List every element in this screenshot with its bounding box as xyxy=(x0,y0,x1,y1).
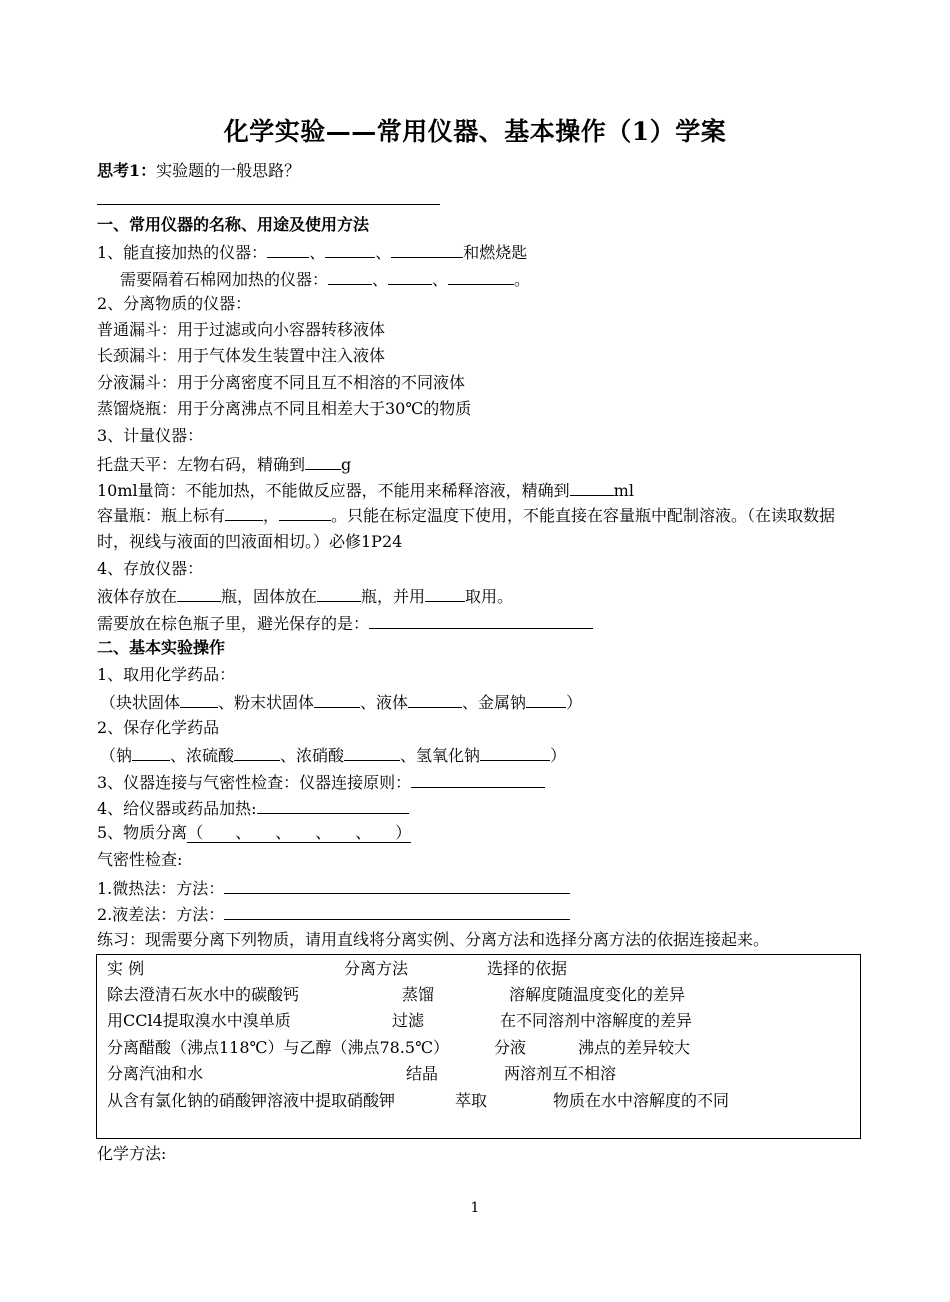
header-basis: 选择的依据 xyxy=(487,959,568,978)
storage-text: 取用。 xyxy=(465,587,514,606)
method-text: 2.液差法：方法： xyxy=(97,905,225,924)
think-question xyxy=(97,160,300,182)
blank xyxy=(177,584,221,602)
header-example: 实 例 xyxy=(107,959,145,978)
table-row-basis: 在不同溶剂中溶解度的差异 xyxy=(500,1011,693,1030)
blank xyxy=(225,503,263,521)
q4-text: 4、给仪器或药品加热: xyxy=(97,799,257,818)
q5-text: 5、物质分离 xyxy=(97,823,188,842)
keep-text: 、浓硝酸 xyxy=(280,746,345,765)
s2-q1-heading: 1、取用化学药品： xyxy=(97,665,236,684)
sep: ， xyxy=(263,506,280,525)
blank xyxy=(180,690,218,708)
brown-text: 需要放在棕色瓶子里，避光保存的是： xyxy=(97,614,370,633)
matching-table xyxy=(96,954,861,1139)
blank xyxy=(132,743,170,761)
funnel-long-neck: 长颈漏斗：用于气体发生装置中注入液体 xyxy=(97,346,386,365)
storage-line xyxy=(97,584,513,608)
table-row-example: 用CCl4提取溴水中溴单质 xyxy=(107,1011,291,1030)
page-title: 化学实验——常用仪器、基本操作（1）学案 xyxy=(223,117,727,146)
q1-prefix: 1、能直接加热的仪器： xyxy=(97,243,268,262)
blank xyxy=(325,240,375,258)
q1-suffix: 和燃烧匙 xyxy=(463,243,528,262)
method-liquid xyxy=(97,902,570,926)
blank xyxy=(314,690,360,708)
exercise-text: 练习：现需要分离下列物质，请用直线将分离实例、分离方法和选择分离方法的依据连接起来。 xyxy=(97,930,770,949)
volumetric-text: 容量瓶：瓶上标有 xyxy=(97,506,226,525)
q2-heading: 2、分离物质的仪器： xyxy=(97,294,252,313)
blank xyxy=(425,584,465,602)
q1-direct-heating xyxy=(97,240,527,264)
take-text: ） xyxy=(566,693,583,712)
keep-text: ） xyxy=(550,746,567,765)
s2-q4 xyxy=(97,796,409,820)
q1-asbestos-heating xyxy=(120,267,530,291)
s2-q2-heading: 2、保存化学药品 xyxy=(97,718,220,737)
blank xyxy=(448,267,514,285)
blank xyxy=(257,796,409,814)
think-label: 思考1： xyxy=(97,161,157,180)
table-row-example: 从含有氯化钠的硝酸钾溶液中提取硝酸钾 xyxy=(107,1091,396,1110)
sep: 、 xyxy=(432,270,449,289)
measuring-cylinder xyxy=(97,478,634,502)
blank xyxy=(369,611,593,629)
blank xyxy=(411,770,545,788)
keep-text: 、浓硫酸 xyxy=(170,746,235,765)
cylinder-text: 10ml量筒：不能加热，不能做反应器，不能用来稀释溶液，精确到 xyxy=(97,481,570,500)
funnel-separatory: 分液漏斗：用于分离密度不同且互不相溶的不同液体 xyxy=(97,373,466,392)
blank xyxy=(224,876,570,894)
answer-line xyxy=(97,204,440,205)
header-method: 分离方法 xyxy=(344,959,409,978)
q1b-prefix: 需要隔着石棉网加热的仪器： xyxy=(120,270,329,289)
volumetric-flask xyxy=(97,503,862,555)
sep: 、 xyxy=(375,243,392,262)
blank xyxy=(526,690,566,708)
blank xyxy=(570,478,614,496)
keep-reagents xyxy=(100,743,566,767)
table-row-method: 分液 xyxy=(494,1038,527,1057)
q3-heading: 3、计量仪器： xyxy=(97,426,204,445)
cylinder-unit: ml xyxy=(613,481,634,500)
blank xyxy=(344,743,400,761)
s2-q5 xyxy=(97,822,411,844)
sep: 、 xyxy=(309,243,326,262)
q3-text: 3、仪器连接与气密性检查：仪器连接原则： xyxy=(97,773,412,792)
method-text: 1.微热法：方法： xyxy=(97,879,225,898)
page-number: 1 xyxy=(470,1200,480,1216)
table-row-basis: 物质在水中溶解度的不同 xyxy=(553,1091,730,1110)
blank xyxy=(391,240,463,258)
section1-heading: 一、常用仪器的名称、用途及使用方法 xyxy=(97,215,370,234)
blank xyxy=(408,690,462,708)
blank xyxy=(224,902,570,920)
keep-text: 、氢氧化钠 xyxy=(400,746,481,765)
section2-heading: 二、基本实验操作 xyxy=(97,638,226,657)
distillation-flask: 蒸馏烧瓶：用于分离沸点不同且相差大于30℃的物质 xyxy=(97,399,472,418)
blank xyxy=(279,503,331,521)
storage-text: 瓶，固体放在 xyxy=(221,587,318,606)
q4-heading: 4、存放仪器： xyxy=(97,559,204,578)
blank xyxy=(305,452,341,470)
take-text: 、液体 xyxy=(360,693,409,712)
funnel-ordinary: 普通漏斗：用于过滤或向小容器转移液体 xyxy=(97,320,386,339)
table-row-method: 萃取 xyxy=(455,1091,488,1110)
blank xyxy=(328,267,372,285)
take-text: 、粉末状固体 xyxy=(218,693,315,712)
blank xyxy=(267,240,309,258)
chemical-method: 化学方法: xyxy=(97,1144,167,1163)
tray-balance xyxy=(97,452,351,476)
q1b-end: 。 xyxy=(514,270,531,289)
s2-q3 xyxy=(97,770,545,794)
airtight-heading: 气密性检查: xyxy=(97,850,183,869)
q5-blank: （ 、 、 、 、 ） xyxy=(187,823,412,842)
table-row-example: 除去澄清石灰水中的碳酸钙 xyxy=(107,985,300,1004)
think-text: 实验题的一般思路？ xyxy=(156,161,301,180)
table-row-basis: 溶解度随温度变化的差异 xyxy=(509,985,686,1004)
sep: 、 xyxy=(372,270,389,289)
balance-text: 托盘天平：左物右码，精确到 xyxy=(97,455,306,474)
table-row-method: 蒸馏 xyxy=(402,985,435,1004)
table-row-method: 过滤 xyxy=(392,1011,425,1030)
blank xyxy=(234,743,280,761)
keep-text: （钠 xyxy=(100,746,133,765)
take-reagents xyxy=(100,690,582,714)
take-text: （块状固体 xyxy=(100,693,181,712)
table-row-example: 分离醋酸（沸点118℃）与乙醇（沸点78.5℃） xyxy=(107,1038,449,1057)
table-row-example: 分离汽油和水 xyxy=(107,1064,204,1083)
brown-bottle xyxy=(97,611,593,635)
table-row-method: 结晶 xyxy=(406,1064,439,1083)
blank xyxy=(317,584,361,602)
storage-text: 液体存放在 xyxy=(97,587,178,606)
blank xyxy=(480,743,550,761)
table-row-basis: 两溶剂互不相溶 xyxy=(504,1064,617,1083)
balance-unit: g xyxy=(341,455,352,474)
volumetric-rest: 。只能在标定温度下使用，不能直接在容量瓶中配制溶液。（在读取数据时，视线与液面的凹液面相切。）必修1P24 xyxy=(97,506,836,551)
method-warm xyxy=(97,876,570,900)
storage-text: 瓶，并用 xyxy=(361,587,426,606)
blank xyxy=(388,267,432,285)
take-text: 、金属钠 xyxy=(462,693,527,712)
table-row-basis: 沸点的差异较大 xyxy=(578,1038,691,1057)
